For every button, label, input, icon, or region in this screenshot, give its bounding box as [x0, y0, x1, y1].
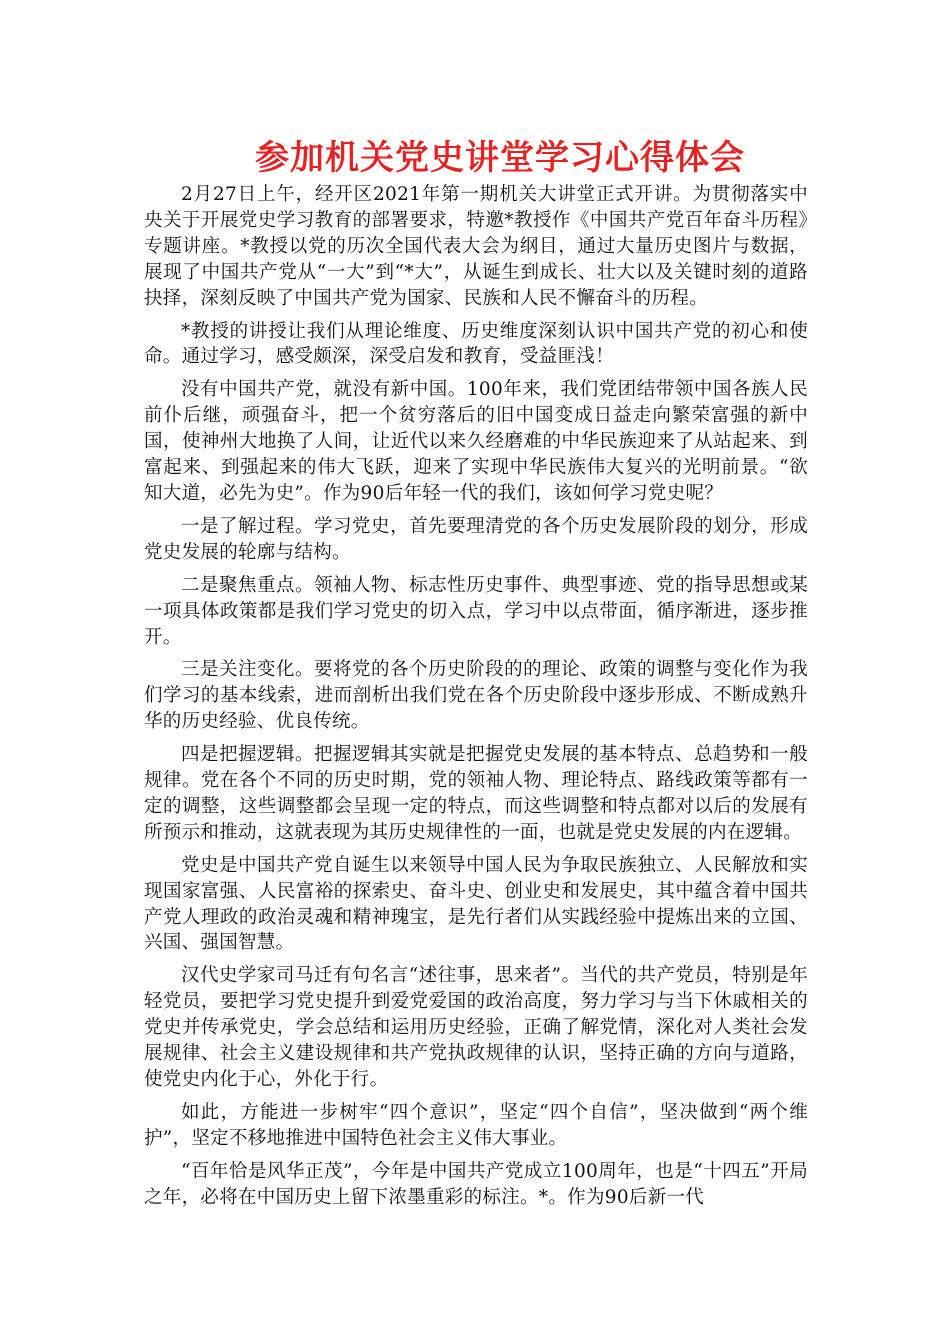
paragraph: 一是了解过程。学习党史，首先要理清党的各个历史发展阶段的划分，形成党史发展的轮廓与结构。: [144, 515, 808, 563]
document-body: [144, 182, 808, 1218]
document-title: 参加机关党史讲堂学习心得体会: [255, 138, 745, 178]
paragraph: *教授的讲授让我们从理论维度、历史维度深刻认识中国共产党的初心和使命。通过学习，感受颇深，深受启发和教育，受益匪浅！: [144, 320, 808, 368]
paragraph: 2月27日上午，经开区2021年第一期机关大讲堂正式开讲。为贯彻落实中央关于开展党史学习教育的部署要求，特邀*教授作《中国共产党百年奋斗历程》专题讲座。*教授以党的历次全国代表大会为纲目，通过大量历史图片与数据，展现了中国共产党从“一大”到“*大”，从诞生到成长、壮大以及关键时刻的道路抉择，深刻反映了中国共产党为国家、民族和人民不懈奋斗的历程。: [144, 184, 808, 309]
paragraph: 三是关注变化。要将党的各个历史阶段的的理论、政策的调整与变化作为我们学习的基本线索，进而剖析出我们党在各个历史阶段中逐步形成、不断成熟升华的历史经验、优良传统。: [144, 659, 808, 733]
paragraph: 党史是中国共产党自诞生以来领导中国人民为争取民族独立、人民解放和实现国家富强、人民富裕的探索史、奋斗史、创业史和发展史，其中蕴含着中国共产党人理政的政治灵魂和精神瑰宝，是先行者们从实践经验中提炼出来的立国、兴国、强国智慧。: [144, 854, 808, 954]
paragraph: 汉代史学家司马迁有句名言“述往事，思来者”。当代的共产党员，特别是年轻党员，要把学习党史提升到爱党爱国的政治高度，努力学习与当下休戚相关的党史并传承党史，学会总结和运用历史经验，正确了解党情，深化对人类社会发展规律、社会主义建设规律和共产党执政规律的认识，坚持正确的方向与道路，使党史内化于心，外化于行。: [144, 965, 808, 1090]
paragraph: 四是把握逻辑。把握逻辑其实就是把握党史发展的基本特点、总趋势和一般规律。党在各个不同的历史时期，党的领袖人物、理论特点、路线政策等都有一定的调整，这些调整都会呈现一定的特点，而这些调整和特点都对以后的发展有所预示和推动，这就表现为其历史规律性的一面，也就是党史发展的内在逻辑。: [144, 744, 808, 843]
paragraph: “百年恰是风华正茂”，今年是中国共产党成立100周年，也是“十四五”开局之年，必将在中国历史上留下浓墨重彩的标注。*。作为90后新一代: [144, 1160, 808, 1208]
paragraph: 二是聚焦重点。领袖人物、标志性历史事件、典型事迹、党的指导思想或某一项具体政策都是我们学习党史的切入点，学习中以点带面，循序渐进，逐步推开。: [144, 574, 808, 648]
paragraph: 如此，方能进一步树牢“四个意识”，坚定“四个自信”，坚决做到“两个维护”，坚定不移地推进中国特色社会主义伟大事业。: [144, 1101, 808, 1149]
paragraph: 没有中国共产党，就没有新中国。100年来，我们党团结带领中国各族人民前仆后继，顽强奋斗，把一个贫穷落后的旧中国变成日益走向繁荣富强的新中国，使神州大地换了人间，让近代以来久经磨难的中华民族迎来了从站起来、到富起来、到强起来的伟大飞跃，迎来了实现中华民族伟大复兴的光明前景。“欲知大道，必先为史”。作为90后年轻一代的我们，该如何学习党史呢？: [144, 379, 808, 504]
